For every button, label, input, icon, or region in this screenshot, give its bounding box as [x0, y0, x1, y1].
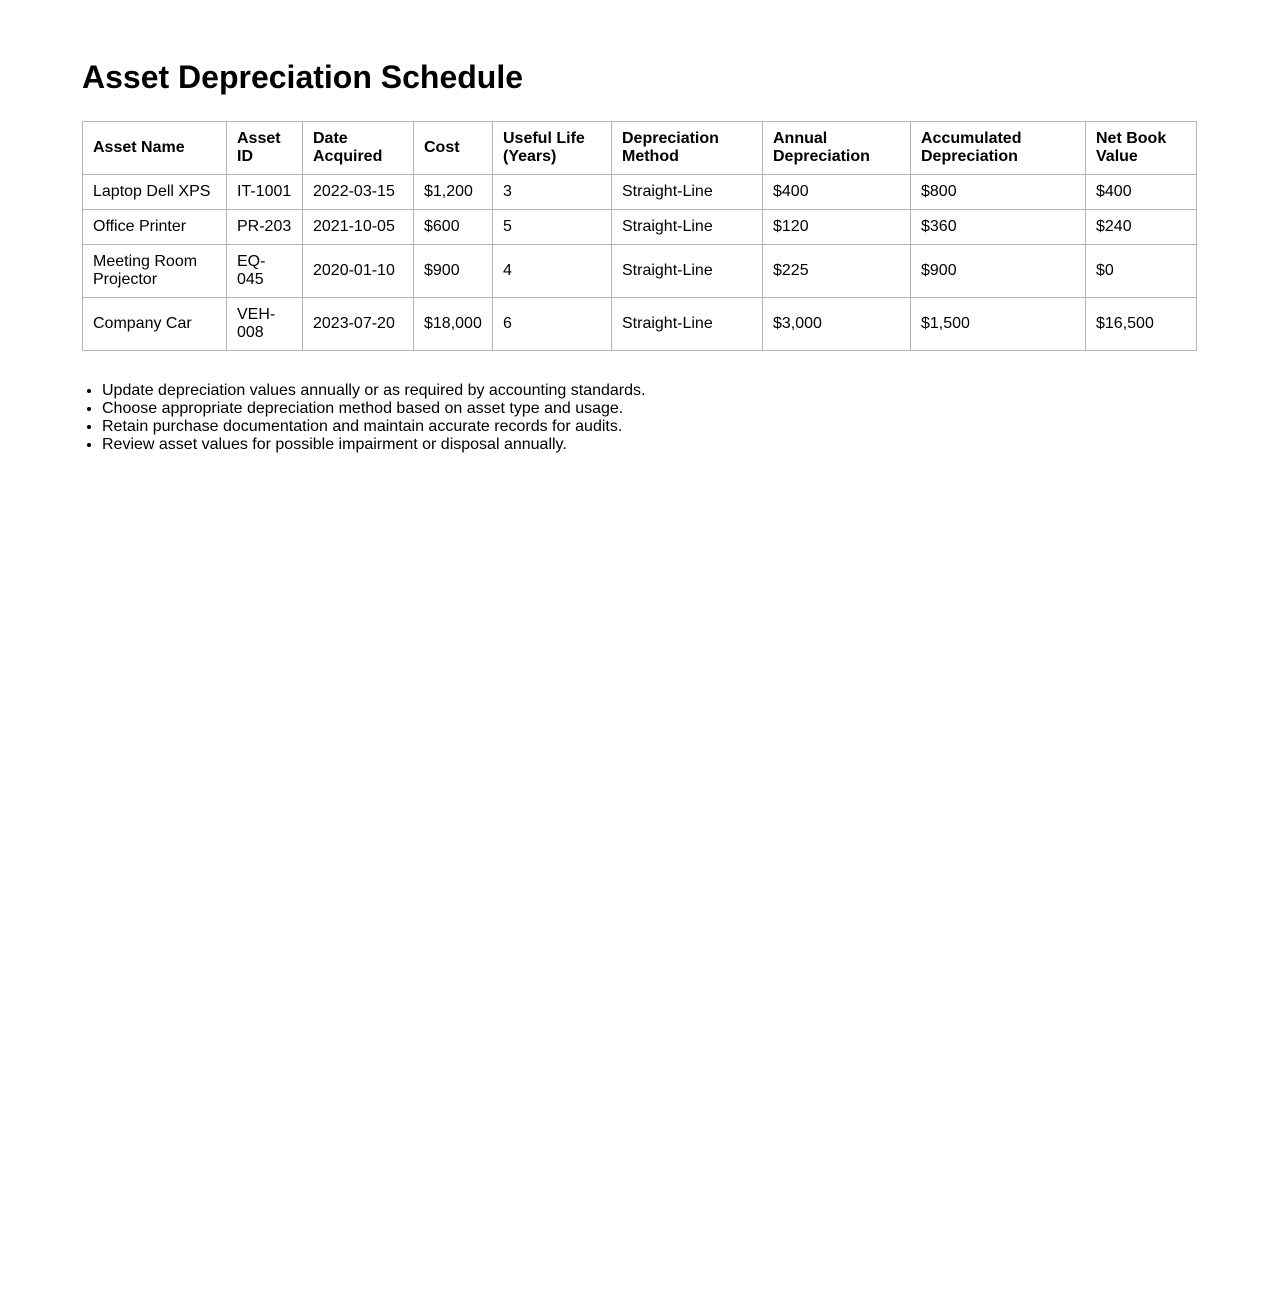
cell-accumulated-depreciation: $900: [911, 245, 1086, 298]
cell-date-acquired: 2021-10-05: [303, 210, 414, 245]
cell-date-acquired: 2022-03-15: [303, 175, 414, 210]
header-asset-name: Asset Name: [83, 122, 227, 175]
cell-depreciation-method: Straight-Line: [612, 298, 763, 351]
table-row: [83, 210, 1197, 245]
header-cost: Cost: [414, 122, 493, 175]
cell-cost: $900: [414, 245, 493, 298]
table-row: [83, 245, 1197, 298]
depreciation-table: [82, 121, 1197, 351]
page-title: Asset Depreciation Schedule: [82, 59, 524, 95]
cell-net-book-value: $240: [1086, 210, 1197, 245]
table-row: [83, 175, 1197, 210]
cell-asset-name: Company Car: [83, 298, 227, 351]
header-net-book-value: Net Book Value: [1086, 122, 1197, 175]
cell-annual-depreciation: $120: [763, 210, 911, 245]
cell-depreciation-method: Straight-Line: [612, 245, 763, 298]
cell-cost: $600: [414, 210, 493, 245]
table-row: [83, 298, 1197, 351]
list-item: • Retain purchase documentation and maintain accurate records for audits.: [102, 418, 1102, 436]
header-annual-depreciation: Annual Depreciation: [763, 122, 911, 175]
list-item: • Review asset values for possible impairment or disposal annually.: [102, 436, 1102, 454]
header-depreciation-method: Depreciation Method: [612, 122, 763, 175]
cell-useful-life: 4: [493, 245, 612, 298]
cell-asset-id: PR-203: [227, 210, 303, 245]
table-header-row: [83, 122, 1197, 175]
cell-annual-depreciation: $225: [763, 245, 911, 298]
cell-asset-name: Meeting Room Projector: [83, 245, 227, 298]
cell-asset-name: Office Printer: [83, 210, 227, 245]
cell-asset-id: IT-1001: [227, 175, 303, 210]
cell-useful-life: 5: [493, 210, 612, 245]
cell-annual-depreciation: $3,000: [763, 298, 911, 351]
cell-date-acquired: 2023-07-20: [303, 298, 414, 351]
cell-annual-depreciation: $400: [763, 175, 911, 210]
cell-accumulated-depreciation: $1,500: [911, 298, 1086, 351]
cell-asset-id: VEH-008: [227, 298, 303, 351]
header-date-acquired: Date Acquired: [303, 122, 414, 175]
cell-depreciation-method: Straight-Line: [612, 175, 763, 210]
cell-asset-name: Laptop Dell XPS: [83, 175, 227, 210]
cell-net-book-value: $16,500: [1086, 298, 1197, 351]
cell-cost: $1,200: [414, 175, 493, 210]
cell-cost: $18,000: [414, 298, 493, 351]
list-item: • Choose appropriate depreciation method based on asset type and usage.: [102, 400, 1102, 418]
cell-accumulated-depreciation: $800: [911, 175, 1086, 210]
cell-date-acquired: 2020-01-10: [303, 245, 414, 298]
cell-net-book-value: $400: [1086, 175, 1197, 210]
cell-net-book-value: $0: [1086, 245, 1197, 298]
header-accumulated-depreciation: Accumulated Depreciation: [911, 122, 1086, 175]
header-asset-id: Asset ID: [227, 122, 303, 175]
cell-asset-id: EQ-045: [227, 245, 303, 298]
notes-list: [82, 382, 1102, 454]
cell-depreciation-method: Straight-Line: [612, 210, 763, 245]
cell-useful-life: 3: [493, 175, 612, 210]
cell-useful-life: 6: [493, 298, 612, 351]
cell-accumulated-depreciation: $360: [911, 210, 1086, 245]
header-useful-life: Useful Life (Years): [493, 122, 612, 175]
list-item: • Update depreciation values annually or as required by accounting standards.: [102, 382, 1102, 400]
